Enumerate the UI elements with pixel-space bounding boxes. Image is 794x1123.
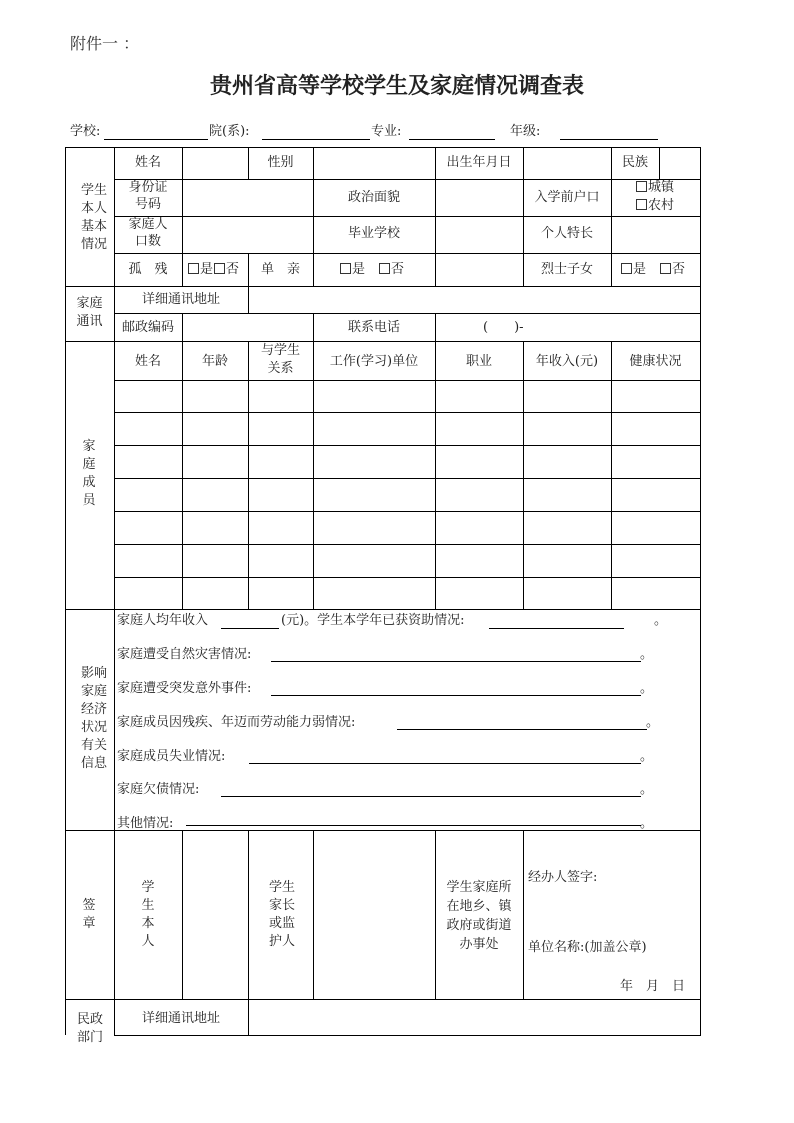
disability-field[interactable] bbox=[397, 729, 647, 730]
member-col-health: 健康状况 bbox=[629, 354, 682, 369]
section-economy-title: 影响家庭经济状况有关信息 bbox=[80, 666, 107, 771]
name-label: 姓名 bbox=[134, 155, 161, 170]
checkbox-icon[interactable] bbox=[621, 263, 632, 274]
student-sign-label: 学生本人 bbox=[141, 880, 155, 949]
date-label: 年 月 日 bbox=[620, 979, 686, 994]
debt-field[interactable] bbox=[221, 796, 641, 797]
disaster-label: 家庭遭受自然灾害情况: bbox=[117, 647, 252, 662]
disaster-field[interactable] bbox=[271, 661, 641, 662]
checkbox-icon[interactable] bbox=[214, 263, 225, 274]
unemployment-field[interactable] bbox=[249, 763, 641, 764]
member-col-relation-line1: 与学生 bbox=[260, 343, 300, 358]
member-col-workplace: 工作(学习)单位 bbox=[329, 354, 419, 369]
martyr-label: 烈士子女 bbox=[540, 262, 593, 277]
phone-format[interactable]: ( )- bbox=[483, 320, 524, 335]
end-mark: 。 bbox=[640, 782, 654, 797]
id-label-line1: 身份证 bbox=[128, 180, 168, 195]
other-field[interactable] bbox=[186, 825, 641, 826]
single-parent-options[interactable]: 是 否 bbox=[340, 262, 404, 278]
graduated-school-label: 毕业学校 bbox=[347, 226, 400, 241]
household-label-line1: 家庭人 bbox=[128, 217, 168, 232]
section-contact-title-line1: 家庭 bbox=[76, 296, 103, 311]
college-field[interactable] bbox=[262, 139, 370, 140]
politics-label: 政治面貌 bbox=[347, 190, 400, 205]
member-col-occupation: 职业 bbox=[465, 354, 492, 369]
hukou-label: 入学前户口 bbox=[534, 190, 600, 205]
member-col-relation-line2: 关系 bbox=[267, 361, 294, 376]
specialty-label: 个人特长 bbox=[540, 226, 593, 241]
accident-field[interactable] bbox=[271, 695, 641, 696]
id-label-line2: 号码 bbox=[134, 197, 161, 212]
member-col-income: 年收入(元) bbox=[535, 354, 599, 369]
household-label-line2: 口数 bbox=[134, 234, 161, 249]
checkbox-icon[interactable] bbox=[636, 181, 647, 192]
birth-label: 出生年月日 bbox=[446, 155, 512, 170]
office-label-line2: 在地乡、镇 bbox=[446, 899, 512, 914]
section-civil-title: 民政部门 bbox=[76, 1012, 103, 1045]
member-col-age: 年龄 bbox=[201, 354, 228, 369]
debt-label: 家庭欠债情况: bbox=[117, 782, 200, 797]
hukou-option-rural[interactable]: 农村 bbox=[636, 198, 674, 214]
grade-label: 年级: bbox=[510, 124, 541, 139]
hukou-option-urban[interactable]: 城镇 bbox=[636, 180, 674, 196]
accident-label: 家庭遭受突发意外事件: bbox=[117, 681, 252, 696]
civil-address-label: 详细通讯地址 bbox=[141, 1011, 220, 1026]
checkbox-icon[interactable] bbox=[379, 263, 390, 274]
end-mark: 。 bbox=[640, 749, 654, 764]
checkbox-icon[interactable] bbox=[636, 199, 647, 210]
other-label: 其他情况: bbox=[117, 816, 174, 831]
gender-label: 性别 bbox=[267, 155, 294, 170]
checkbox-icon[interactable] bbox=[340, 263, 351, 274]
annex-label: 附件一 ： bbox=[70, 34, 140, 53]
end-mark: 。 bbox=[640, 816, 654, 831]
orphan-label: 孤 残 bbox=[128, 262, 168, 277]
end-mark: 。 bbox=[646, 715, 660, 730]
office-label-line3: 政府或街道 bbox=[446, 918, 512, 933]
member-col-name: 姓名 bbox=[134, 354, 161, 369]
section-sign-title: 签章 bbox=[82, 898, 96, 931]
postcode-label: 邮政编码 bbox=[121, 320, 174, 335]
checkbox-icon[interactable] bbox=[188, 263, 199, 274]
end-mark: 。 bbox=[640, 647, 654, 662]
grade-field[interactable] bbox=[560, 139, 658, 140]
college-label: 院(系): bbox=[209, 124, 250, 139]
unemployment-label: 家庭成员失业情况: bbox=[117, 749, 226, 764]
office-label-line1: 学生家庭所 bbox=[446, 880, 512, 895]
disability-label: 家庭成员因残疾、年迈而劳动能力弱情况: bbox=[117, 715, 356, 730]
section-contact-title-line2: 通讯 bbox=[76, 314, 103, 329]
unit-name-label: 单位名称:(加盖公章) bbox=[528, 940, 647, 955]
aid-field[interactable] bbox=[489, 628, 624, 629]
form-title: 贵州省高等学校学生及家庭情况调查表 bbox=[209, 73, 584, 99]
major-label: 专业: bbox=[371, 124, 402, 139]
phone-label: 联系电话 bbox=[347, 320, 400, 335]
guardian-sign-label: 学生家长或监护人 bbox=[268, 880, 295, 949]
handler-sign-label: 经办人签字: bbox=[528, 870, 598, 885]
section-basic-title: 学生本人基本情况 bbox=[80, 183, 107, 252]
end-mark: 。 bbox=[640, 681, 654, 696]
single-parent-label: 单 亲 bbox=[260, 262, 300, 277]
income-prefix: 家庭人均年收入 bbox=[117, 613, 209, 628]
section-members-title: 家庭成员 bbox=[82, 439, 96, 508]
school-field[interactable] bbox=[104, 139, 208, 140]
end-mark: 。 bbox=[654, 613, 668, 628]
orphan-options[interactable]: 是 否 bbox=[188, 262, 239, 278]
checkbox-icon[interactable] bbox=[660, 263, 671, 274]
office-label-line4: 办事处 bbox=[459, 937, 499, 952]
address-label: 详细通讯地址 bbox=[141, 292, 220, 307]
martyr-options[interactable]: 是 否 bbox=[621, 262, 685, 278]
income-field[interactable] bbox=[221, 628, 279, 629]
school-label: 学校: bbox=[70, 124, 101, 139]
major-field[interactable] bbox=[409, 139, 495, 140]
ethnicity-label: 民族 bbox=[621, 155, 648, 170]
income-unit: (元)。学生本学年已获资助情况: bbox=[281, 613, 465, 628]
